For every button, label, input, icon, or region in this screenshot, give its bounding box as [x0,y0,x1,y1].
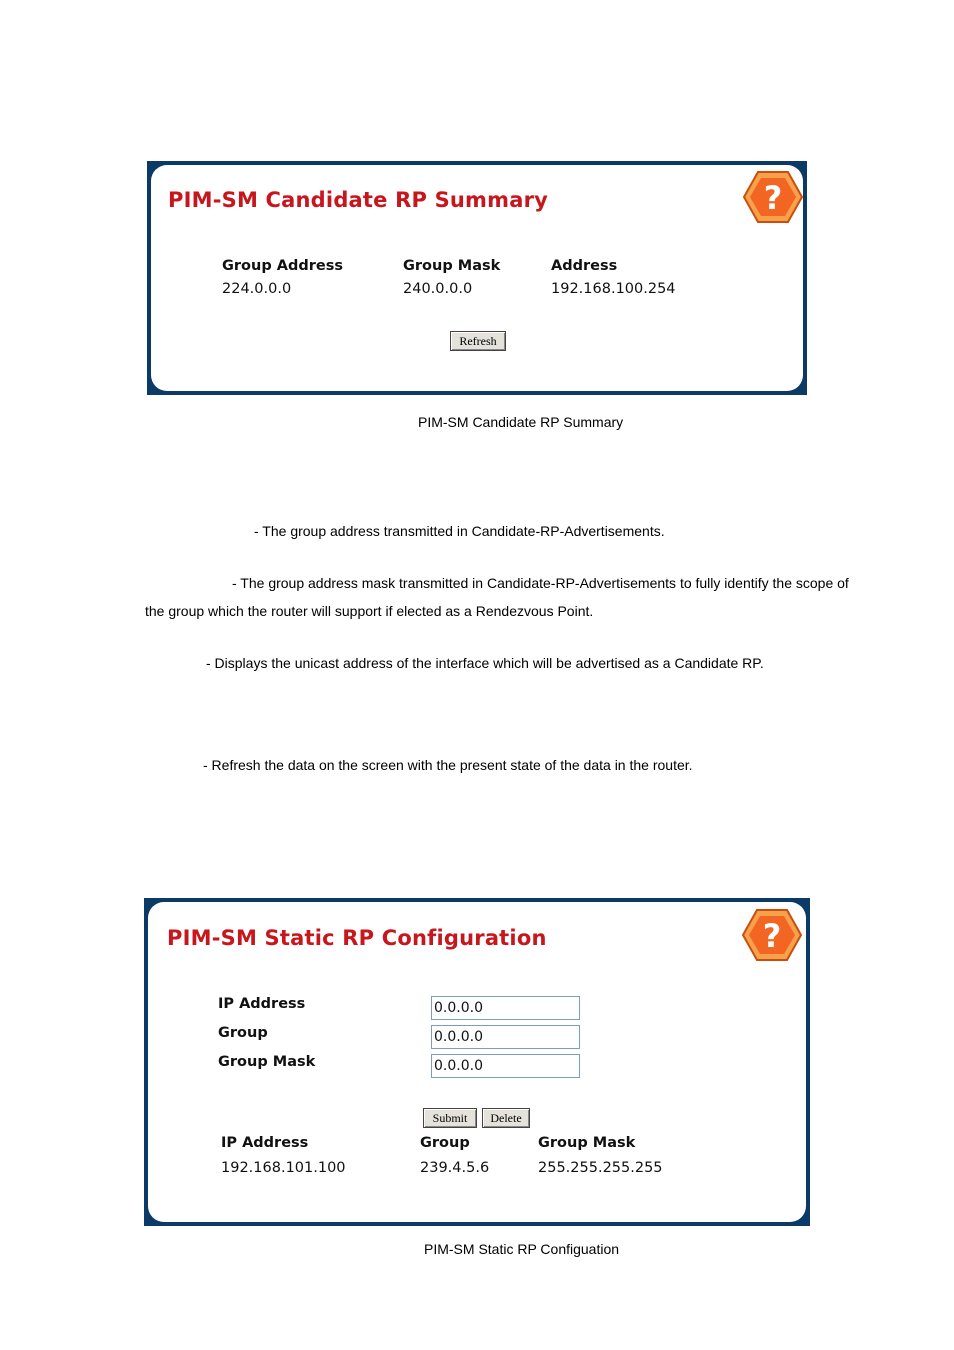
page-title: PIM-SM Candidate RP Summary [168,188,549,212]
panel-body [148,902,806,1222]
svg-text:?: ? [763,179,783,217]
static-rp-config-panel [144,898,810,1226]
desc-group-mask-line2: the group which the router will support if elected as a Rendezvous Point. [145,603,594,619]
delete-button[interactable]: Delete [482,1108,530,1128]
cell-group-mask: 255.255.255.255 [538,1160,663,1176]
refresh-button[interactable]: Refresh [450,331,506,351]
cell-group: 239.4.5.6 [420,1160,490,1176]
col-header-group-mask: Group Mask [538,1135,636,1151]
candidate-rp-summary-panel [147,161,807,395]
desc-refresh: - Refresh the data on the screen with the present state of the data in the router. [203,757,693,773]
submit-button[interactable]: Submit [423,1108,477,1128]
col-header-group-address: Group Address [222,258,343,274]
ip-address-input[interactable] [431,996,580,1020]
group-mask-input[interactable] [431,1054,580,1078]
figure-caption-static: PIM-SM Static RP Configuation [424,1241,620,1257]
desc-group-address: - The group address transmitted in Candidate-RP-Advertisements. [254,523,665,539]
page-title: PIM-SM Static RP Configuration [167,926,547,950]
group-input[interactable] [431,1025,580,1049]
help-icon[interactable] [743,170,803,224]
group-mask-label: Group Mask [218,1054,316,1070]
svg-text:?: ? [762,917,782,955]
col-header-ip-address: IP Address [221,1135,309,1151]
ip-address-label: IP Address [218,996,306,1012]
group-label: Group [218,1025,268,1041]
cell-group-address: 224.0.0.0 [222,281,292,297]
col-header-group-mask: Group Mask [403,258,501,274]
desc-address: - Displays the unicast address of the interface which will be advertised as a Candidate RP. [206,655,764,671]
panel-body [151,165,803,391]
cell-ip-address: 192.168.101.100 [221,1160,346,1176]
col-header-group: Group [420,1135,470,1151]
cell-group-mask: 240.0.0.0 [403,281,473,297]
help-icon[interactable] [742,908,802,962]
figure-caption-summary: PIM-SM Candidate RP Summary [418,414,624,430]
desc-group-mask-line1: - The group address mask transmitted in Candidate-RP-Advertisements to fully identify the scope of [232,575,849,591]
cell-address: 192.168.100.254 [551,281,676,297]
col-header-address: Address [551,258,618,274]
